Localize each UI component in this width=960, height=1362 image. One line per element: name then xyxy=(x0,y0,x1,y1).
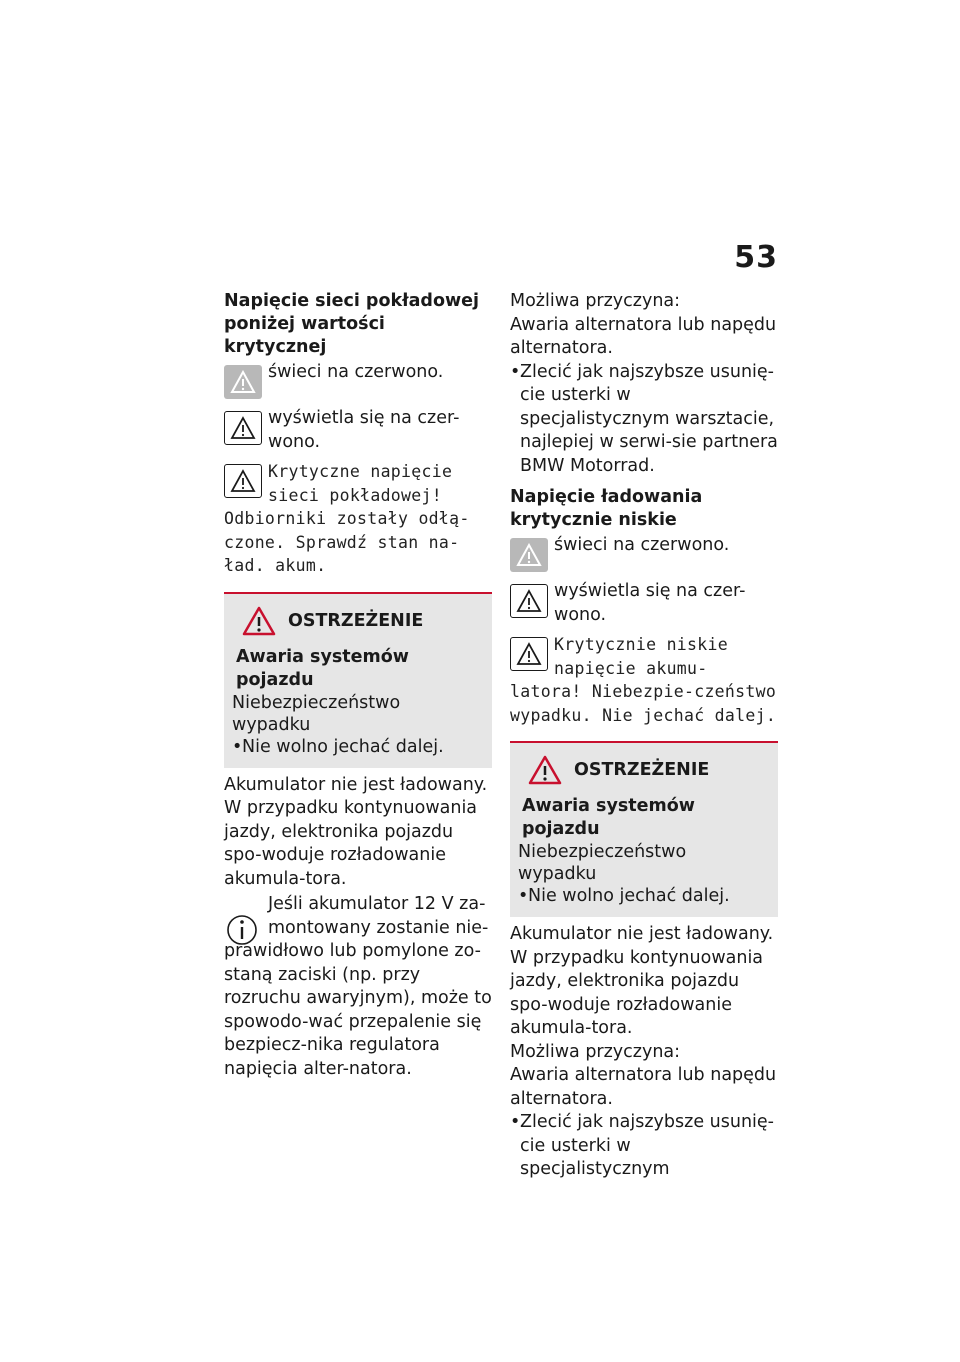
cause-text: Awaria alternatora lub napędu alternatora. xyxy=(510,314,777,358)
warning-box xyxy=(510,741,778,917)
info-text-first: Jeśli akumulator 12 V za-montowany zostanie nie- xyxy=(268,894,489,938)
paragraph: Akumulator nie jest ładowany. W przypadku kontynuowania jazdy, elektronika pojazdu spo-woduje rozładowanie akumula-tora. xyxy=(224,774,488,889)
indicator-text: wyświetla się na czer-wono. xyxy=(554,581,746,625)
indicator-row-filled xyxy=(224,361,492,401)
indicator-row-filled xyxy=(510,534,778,574)
warning-triangle-icon xyxy=(224,464,262,498)
action-item: • Zlecić jak najszybsze usunię-cie usterki w specjalistycznym warsztacie, najlepiej w serwi-sie partnera BMW Motorrad. xyxy=(510,361,778,479)
indicator-row-outline xyxy=(510,580,778,627)
indicator-text: świeci na czerwono. xyxy=(268,362,444,382)
warning-triangle-icon xyxy=(224,411,262,445)
action-item: • Zlecić jak najszybsze usunię-cie usterki w specjalistycznym xyxy=(510,1111,778,1182)
cause-text: Awaria alternatora lub napędu alternatora. xyxy=(510,1065,777,1109)
warning-light-filled-icon xyxy=(510,538,548,572)
info-icon xyxy=(226,911,258,949)
paragraph: Akumulator nie jest ładowany. W przypadku kontynuowania jazdy, elektronika pojazdu spo-woduje rozładowanie akumula-tora. xyxy=(510,924,774,1038)
warning-head xyxy=(528,755,770,785)
display-message-row xyxy=(510,633,778,680)
cause-label: Możliwa przyczyna: xyxy=(510,1041,681,1062)
display-message-first: Krytyczne napięcie sieci pokładowej! xyxy=(268,462,453,505)
action-list xyxy=(510,1111,778,1182)
section-heading: Napięcie ładowania krytycznie niskie xyxy=(510,487,703,530)
action-list xyxy=(510,361,778,479)
warning-red-triangle-icon xyxy=(528,755,562,785)
warning-bullet: • Nie wolno jechać dalej. xyxy=(518,885,770,907)
warning-red-triangle-icon xyxy=(242,606,276,636)
display-message-rest: latora! Niebezpie-czeństwo wypadku. Nie jechać dalej. xyxy=(510,682,777,725)
cause-label: Możliwa przyczyna: xyxy=(510,291,681,311)
warning-title: OSTRZEŻENIE xyxy=(574,760,710,780)
info-note xyxy=(224,893,492,940)
warning-triangle-icon xyxy=(510,637,548,671)
warning-line: Niebezpieczeństwo wypadku xyxy=(232,692,401,735)
display-message-first: Krytycznie niskie napięcie akumu- xyxy=(554,635,728,678)
page-number: 53 xyxy=(734,240,778,275)
display-message-rest: Odbiorniki zostały odłą-czone. Sprawdź stan na-ład. akum. xyxy=(224,509,470,575)
info-text-rest: prawidłowo lub pomylone zo-staną zaciski (np. przy rozruchu awaryjnym), może to spowodo-wać przepalenie się bezpiecz-nika regulatora napięcia alter-natora. xyxy=(224,941,492,1079)
warning-light-filled-icon xyxy=(224,365,262,399)
warning-bullet: • Nie wolno jechać dalej. xyxy=(232,736,484,758)
warning-bullets xyxy=(232,736,484,758)
warning-title: OSTRZEŻENIE xyxy=(288,610,424,631)
warning-line: Niebezpieczeństwo wypadku xyxy=(518,842,687,884)
warning-triangle-icon xyxy=(510,584,548,618)
right-column xyxy=(510,290,778,1182)
section-heading: Napięcie sieci pokładowej poniżej wartości krytycznej xyxy=(224,291,480,357)
indicator-text: świeci na czerwono. xyxy=(554,535,730,555)
warning-subtitle: Awaria systemów pojazdu xyxy=(522,796,695,839)
warning-box xyxy=(224,592,492,768)
left-column xyxy=(224,290,492,1081)
display-message-row xyxy=(224,460,492,507)
warning-subtitle: Awaria systemów pojazdu xyxy=(236,646,409,690)
warning-bullets xyxy=(518,885,770,907)
indicator-row-outline xyxy=(224,407,492,454)
warning-head xyxy=(242,606,484,636)
indicator-text: wyświetla się na czer-wono. xyxy=(268,408,460,452)
